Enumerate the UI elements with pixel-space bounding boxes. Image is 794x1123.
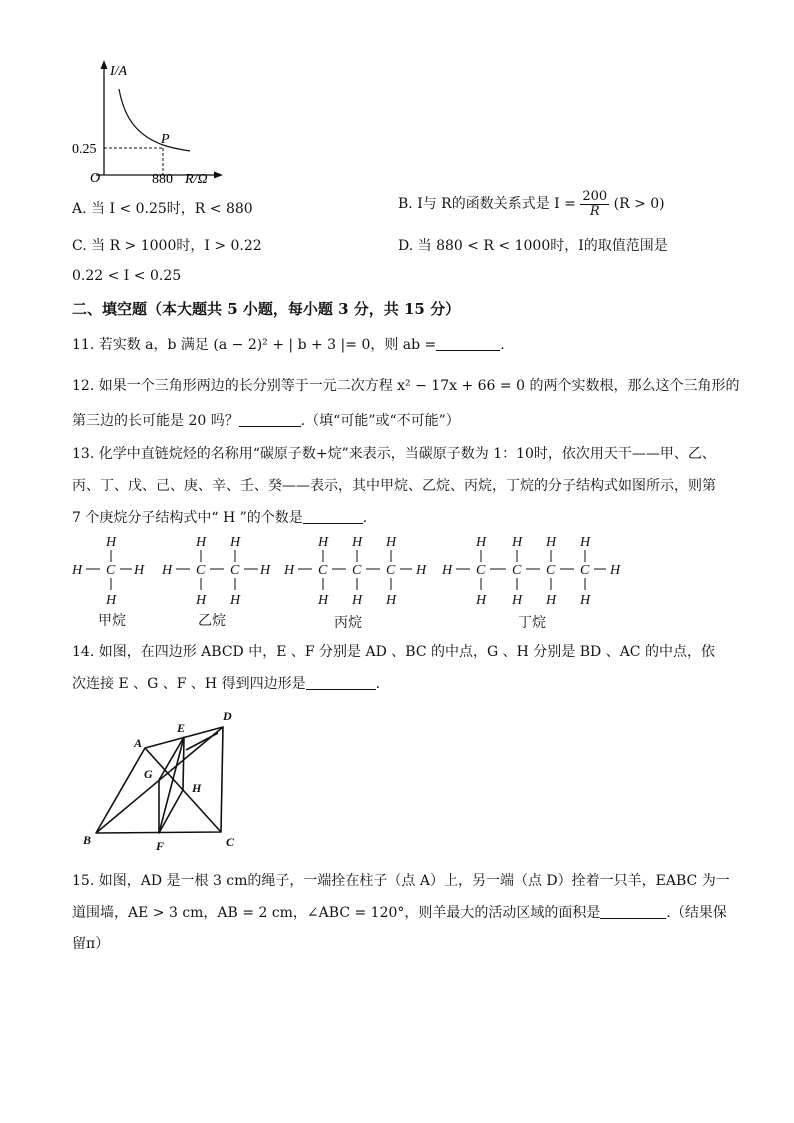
option-d: D. 当 880 < R < 1000时，I的取值范围是	[398, 238, 668, 254]
svg-text:H: H	[72, 563, 83, 578]
function-graph	[60, 55, 230, 190]
q12-line2-end: .（填“可能”或“不可能”）	[300, 413, 460, 429]
q14-line2-text: 次连接 E 、G 、F 、H 得到四边形是	[72, 676, 306, 692]
label-e: E	[177, 721, 186, 735]
svg-text:H: H	[546, 535, 557, 550]
x-axis-label: R/Ω	[185, 172, 208, 187]
q11-end: .	[500, 337, 505, 353]
option-b-suffix: (R > 0)	[613, 196, 665, 213]
svg-text:H: H	[442, 563, 453, 578]
svg-text:H: H	[476, 593, 487, 608]
svg-text:H: H	[162, 563, 173, 578]
methane-structure	[71, 535, 145, 608]
option-b-prefix: B. I与 R的函数关系式是 I =	[398, 196, 576, 213]
svg-text:C: C	[580, 563, 590, 578]
label-c: C	[226, 835, 235, 849]
ethane-name: 乙烷	[198, 613, 226, 629]
x-axis-arrow-icon	[214, 172, 223, 179]
svg-text:H: H	[546, 593, 557, 608]
option-a: A. 当 I < 0.25时，R < 880	[72, 201, 253, 217]
label-f: F	[156, 839, 165, 853]
svg-text:H: H	[476, 535, 487, 550]
option-b-fraction	[580, 190, 609, 218]
option-c: C. 当 R > 1000时，I > 0.22	[72, 238, 262, 254]
question-15-line1: 15. 如图，AD 是一根 3 cm的绳子，一端拴在柱子（点 A）上，另一端（点 D）拴着一只羊，EABC 为一	[72, 873, 730, 889]
question-13-line2: 丙、丁、戊、己、庚、辛、壬、癸——表示，其中甲烷、乙烷、丙烷，丁烷的分子结构式如图所示，则第	[72, 478, 716, 494]
q12-answer-blank	[239, 412, 301, 427]
q12-line2-text: 第三边的长可能是 20 吗？	[72, 413, 239, 429]
svg-text:H: H	[386, 535, 397, 550]
butane-structure	[441, 535, 621, 608]
svg-text:H: H	[196, 593, 207, 608]
svg-text:C: C	[476, 563, 486, 578]
question-13-line1: 13. 化学中直链烷烃的名称用“碳原子数+烷”来表示，当碳原子数为 1：10时，依次用天干——甲、乙、	[72, 446, 716, 462]
svg-text:C: C	[386, 563, 396, 578]
option-d-continued: 0.22 < I < 0.25	[72, 268, 182, 284]
svg-text:H: H	[580, 593, 591, 608]
svg-text:C: C	[106, 563, 116, 578]
label-a: A	[134, 736, 143, 750]
y-mark-label: 0.25	[72, 142, 97, 157]
svg-text:C: C	[196, 563, 206, 578]
svg-text:C: C	[230, 563, 240, 578]
methane-name: 甲烷	[98, 613, 126, 629]
point-label: P	[161, 132, 170, 147]
ethane-structure	[161, 535, 271, 608]
q13-line3-text: 7 个庚烷分子结构式中“ H ”的个数是	[72, 510, 303, 526]
svg-text:H: H	[106, 593, 117, 608]
alkane-structures	[66, 530, 706, 630]
y-axis-label: I/A	[110, 64, 128, 79]
y-axis-arrow-icon	[101, 60, 108, 69]
q13-line3-end: .	[362, 510, 368, 526]
fraction-denominator: R	[589, 203, 600, 219]
curve	[119, 89, 190, 151]
fraction-numerator: 200	[582, 189, 608, 204]
svg-text:H: H	[196, 535, 207, 550]
svg-text:H: H	[106, 535, 117, 550]
label-d: D	[223, 709, 232, 723]
question-14-line1: 14. 如图，在四边形 ABCD 中，E 、F 分别是 AD 、BC 的中点，G 、H 分别是 BD 、AC 的中点，依	[72, 644, 715, 660]
q14-line2-end: .	[375, 676, 381, 692]
question-15-line3: 留π）	[72, 936, 110, 952]
svg-text:H: H	[134, 563, 145, 578]
question-12-line1: 12. 如果一个三角形两边的长分别等于一元二次方程 x² − 17x + 66 = 0 的两个实数根，那么这个三角形的	[72, 378, 740, 394]
segment-ef	[159, 737, 184, 833]
svg-text:H: H	[284, 563, 295, 578]
label-h: H	[192, 781, 202, 795]
svg-text:C: C	[352, 563, 362, 578]
svg-text:H: H	[610, 563, 621, 578]
propane-name: 丙烷	[334, 615, 362, 631]
svg-text:H: H	[230, 593, 241, 608]
svg-text:C: C	[318, 563, 328, 578]
svg-text:H: H	[260, 563, 271, 578]
svg-text:H: H	[230, 535, 241, 550]
question-12-line2	[72, 410, 460, 430]
svg-text:H: H	[580, 535, 591, 550]
question-13-line3	[72, 507, 367, 527]
svg-text:H: H	[318, 535, 329, 550]
origin-label: O	[90, 171, 101, 186]
svg-text:H: H	[318, 593, 329, 608]
label-g: G	[144, 767, 153, 781]
svg-text:H: H	[512, 593, 523, 608]
propane-structure	[283, 535, 427, 608]
question-11	[72, 334, 505, 354]
q13-answer-blank	[303, 509, 363, 524]
q14-answer-blank	[306, 675, 376, 690]
section-heading: 二、填空题（本大题共 5 小题，每小题 3 分，共 15 分）	[72, 300, 461, 318]
question-15-line2	[72, 902, 727, 922]
x-mark-label: 880	[152, 172, 173, 187]
label-b: B	[83, 833, 92, 847]
question-14-line2	[72, 673, 380, 693]
q11-text: 11. 若实数 a，b 满足 (a − 2)² + | b + 3 |= 0，则 ab =	[72, 337, 437, 353]
option-b	[398, 190, 665, 218]
svg-text:C: C	[546, 563, 556, 578]
butane-name: 丁烷	[518, 615, 546, 631]
svg-text:H: H	[352, 593, 363, 608]
svg-text:C: C	[512, 563, 522, 578]
q15-line2-text: 道围墙，AE > 3 cm，AB = 2 cm，∠ABC = 120°，则羊最大的活动区域的面积是	[72, 905, 601, 921]
q15-answer-blank	[600, 904, 666, 919]
svg-text:H: H	[416, 563, 427, 578]
svg-text:H: H	[352, 535, 363, 550]
quadrilateral-figure	[78, 700, 258, 860]
svg-text:H: H	[386, 593, 397, 608]
q15-line2-end: .（结果保	[666, 905, 727, 921]
svg-text:H: H	[512, 535, 523, 550]
q11-answer-blank	[436, 336, 500, 351]
